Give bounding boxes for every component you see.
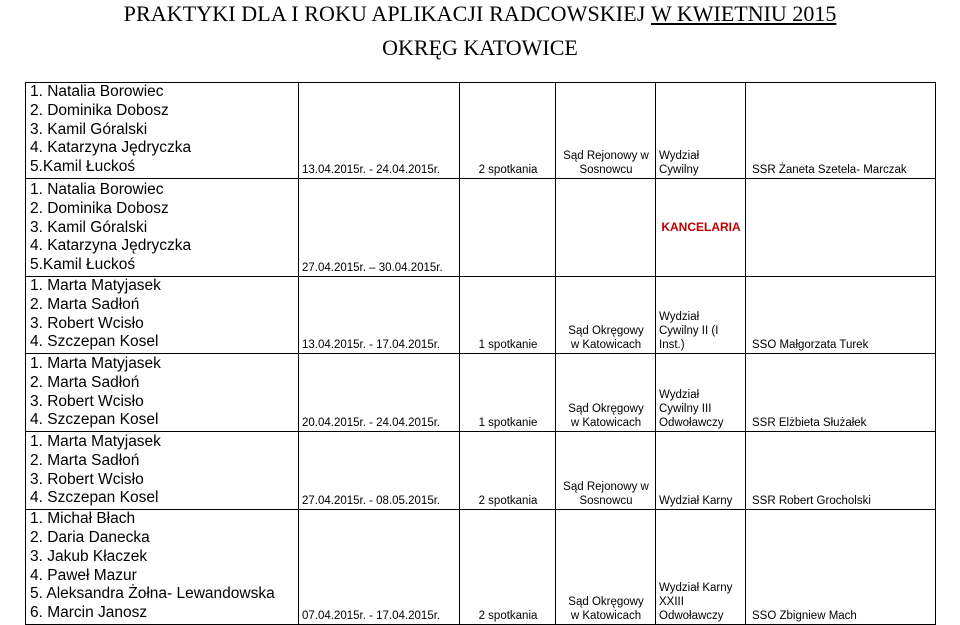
- participant-name: 4. Szczepan Kosel: [30, 489, 159, 507]
- court-line: w Katowicach: [570, 339, 642, 352]
- court-line: Sąd Rejonowy w: [563, 149, 649, 162]
- supervisor-cell: SSO Zbigniew Mach: [746, 510, 936, 625]
- dates-cell: 13.04.2015r. - 17.04.2015r.: [299, 276, 460, 353]
- participant-name: 4. Paweł Mazur: [30, 566, 137, 584]
- dates-cell: 07.04.2015r. - 17.04.2015r.: [299, 510, 460, 625]
- dates-cell: 20.04.2015r. - 24.04.2015r.: [299, 354, 460, 432]
- court-cell: [556, 178, 656, 276]
- department-line: Wydział: [659, 149, 700, 162]
- court-cell: [556, 510, 656, 625]
- department-cell: [656, 432, 746, 510]
- dates-cell: 27.04.2015r. – 30.04.2015r.: [299, 178, 460, 276]
- court-line: Sąd Okręgowy: [568, 595, 644, 608]
- participant-name: 1. Marta Matyjasek: [30, 354, 161, 372]
- department-line: Cywilny II (I: [659, 325, 719, 338]
- department-cell: [656, 510, 746, 625]
- participant-name: 1. Michał Błach: [30, 510, 136, 528]
- court-line: Sąd Rejonowy w: [563, 481, 649, 494]
- supervisor-cell: SSR Elżbieta Służałek: [746, 354, 936, 432]
- dates-cell: 13.04.2015r. - 24.04.2015r.: [299, 83, 460, 179]
- table-row: [26, 276, 936, 353]
- participant-name: 1. Marta Matyjasek: [30, 432, 161, 450]
- participants-cell: [26, 83, 299, 179]
- participants-cell: [26, 354, 299, 432]
- supervisor-cell: SSO Małgorzata Turek: [746, 276, 936, 353]
- court-cell: [556, 276, 656, 353]
- table-row: [26, 510, 936, 625]
- participant-name: 4. Katarzyna Jędryczka: [30, 237, 192, 255]
- participants-cell: [26, 510, 299, 625]
- department-cell: [656, 83, 746, 179]
- page-title-line2: OKRĘG KATOWICE: [382, 35, 578, 60]
- kancelaria-cell: [656, 178, 746, 276]
- supervisor-cell: [746, 178, 936, 276]
- meetings-cell: [460, 178, 556, 276]
- court-line: Sosnowcu: [579, 163, 633, 176]
- participant-name: 3. Kamil Góralski: [30, 218, 148, 236]
- court-cell: [556, 83, 656, 179]
- court-line: Sosnowcu: [579, 495, 633, 508]
- participant-name: 4. Szczepan Kosel: [30, 333, 159, 351]
- participant-name: 1. Marta Matyjasek: [30, 276, 161, 294]
- department-line: Wydział: [659, 389, 700, 402]
- meetings-cell: 2 spotkania: [460, 510, 556, 625]
- participants-cell: [26, 432, 299, 510]
- department-line: KANCELARIA: [661, 219, 741, 234]
- department-cell: [656, 276, 746, 353]
- court-cell: [556, 432, 656, 510]
- page-title-line1: [0, 1, 960, 27]
- meetings-cell: 1 spotkanie: [460, 354, 556, 432]
- participant-name: 2. Dominika Dobosz: [30, 199, 169, 217]
- meetings-cell: 1 spotkanie: [460, 276, 556, 353]
- department-line: XXIII: [659, 595, 684, 608]
- meetings-cell: 2 spotkania: [460, 432, 556, 510]
- table-row: [26, 354, 936, 432]
- participant-name: 5. Aleksandra Żołna- Lewandowska: [30, 585, 275, 603]
- table-row: [26, 83, 936, 179]
- court-line: w Katowicach: [570, 417, 642, 430]
- title-prefix: PRAKTYKI DLA I ROKU APLIKACJI RADCOWSKIEJ: [123, 1, 651, 26]
- participant-name: 3. Kamil Góralski: [30, 120, 148, 138]
- department-line: Inst.): [659, 339, 685, 352]
- participant-name: 6. Marcin Janosz: [30, 604, 148, 622]
- supervisor-cell: SSR Żaneta Szetela- Marczak: [746, 83, 936, 179]
- participant-name: 2. Daria Danecka: [30, 528, 150, 546]
- table-row: [26, 178, 936, 276]
- participant-name: 2. Marta Sadłoń: [30, 373, 140, 391]
- department-cell: [656, 354, 746, 432]
- participant-name: 1. Natalia Borowiec: [30, 181, 164, 198]
- department-line: Wydział Karny: [659, 495, 733, 508]
- court-line: Sąd Okręgowy: [568, 325, 644, 338]
- participant-name: 4. Katarzyna Jędryczka: [30, 139, 192, 157]
- department-line: Wydział Karny: [659, 581, 733, 594]
- court-line: Sąd Okręgowy: [568, 403, 644, 416]
- table-row: [26, 432, 936, 510]
- department-line: Cywilny: [659, 163, 699, 176]
- participant-name: 2. Marta Sadłoń: [30, 295, 140, 313]
- participant-name: 3. Jakub Kłaczek: [30, 547, 148, 565]
- dates-cell: 27.04.2015r. - 08.05.2015r.: [299, 432, 460, 510]
- participants-cell: [26, 178, 299, 276]
- participant-name: 4. Szczepan Kosel: [30, 411, 159, 429]
- court-cell: [556, 354, 656, 432]
- participants-cell: [26, 276, 299, 353]
- title-underlined: W KWIETNIU 2015: [651, 1, 837, 26]
- department-line: Wydział: [659, 311, 700, 324]
- participant-name: 5.Kamil Łuckoś: [30, 256, 136, 274]
- court-line: w Katowicach: [570, 609, 642, 622]
- participant-name: 2. Dominika Dobosz: [30, 101, 169, 119]
- participant-name: 5.Kamil Łuckoś: [30, 158, 136, 176]
- meetings-cell: 2 spotkania: [460, 83, 556, 179]
- department-line: Odwoławczy: [659, 609, 724, 622]
- schedule-table-body: [26, 83, 936, 625]
- participant-name: 3. Robert Wcisło: [30, 314, 144, 332]
- participant-name: 2. Marta Sadłoń: [30, 451, 140, 469]
- department-line: Odwoławczy: [659, 417, 724, 430]
- department-line: Cywilny III: [659, 403, 712, 416]
- participant-name: 3. Robert Wcisło: [30, 470, 144, 488]
- participant-name: 1. Natalia Borowiec: [30, 83, 164, 100]
- supervisor-cell: SSR Robert Grocholski: [746, 432, 936, 510]
- participant-name: 3. Robert Wcisło: [30, 392, 144, 410]
- schedule-table: [25, 82, 936, 625]
